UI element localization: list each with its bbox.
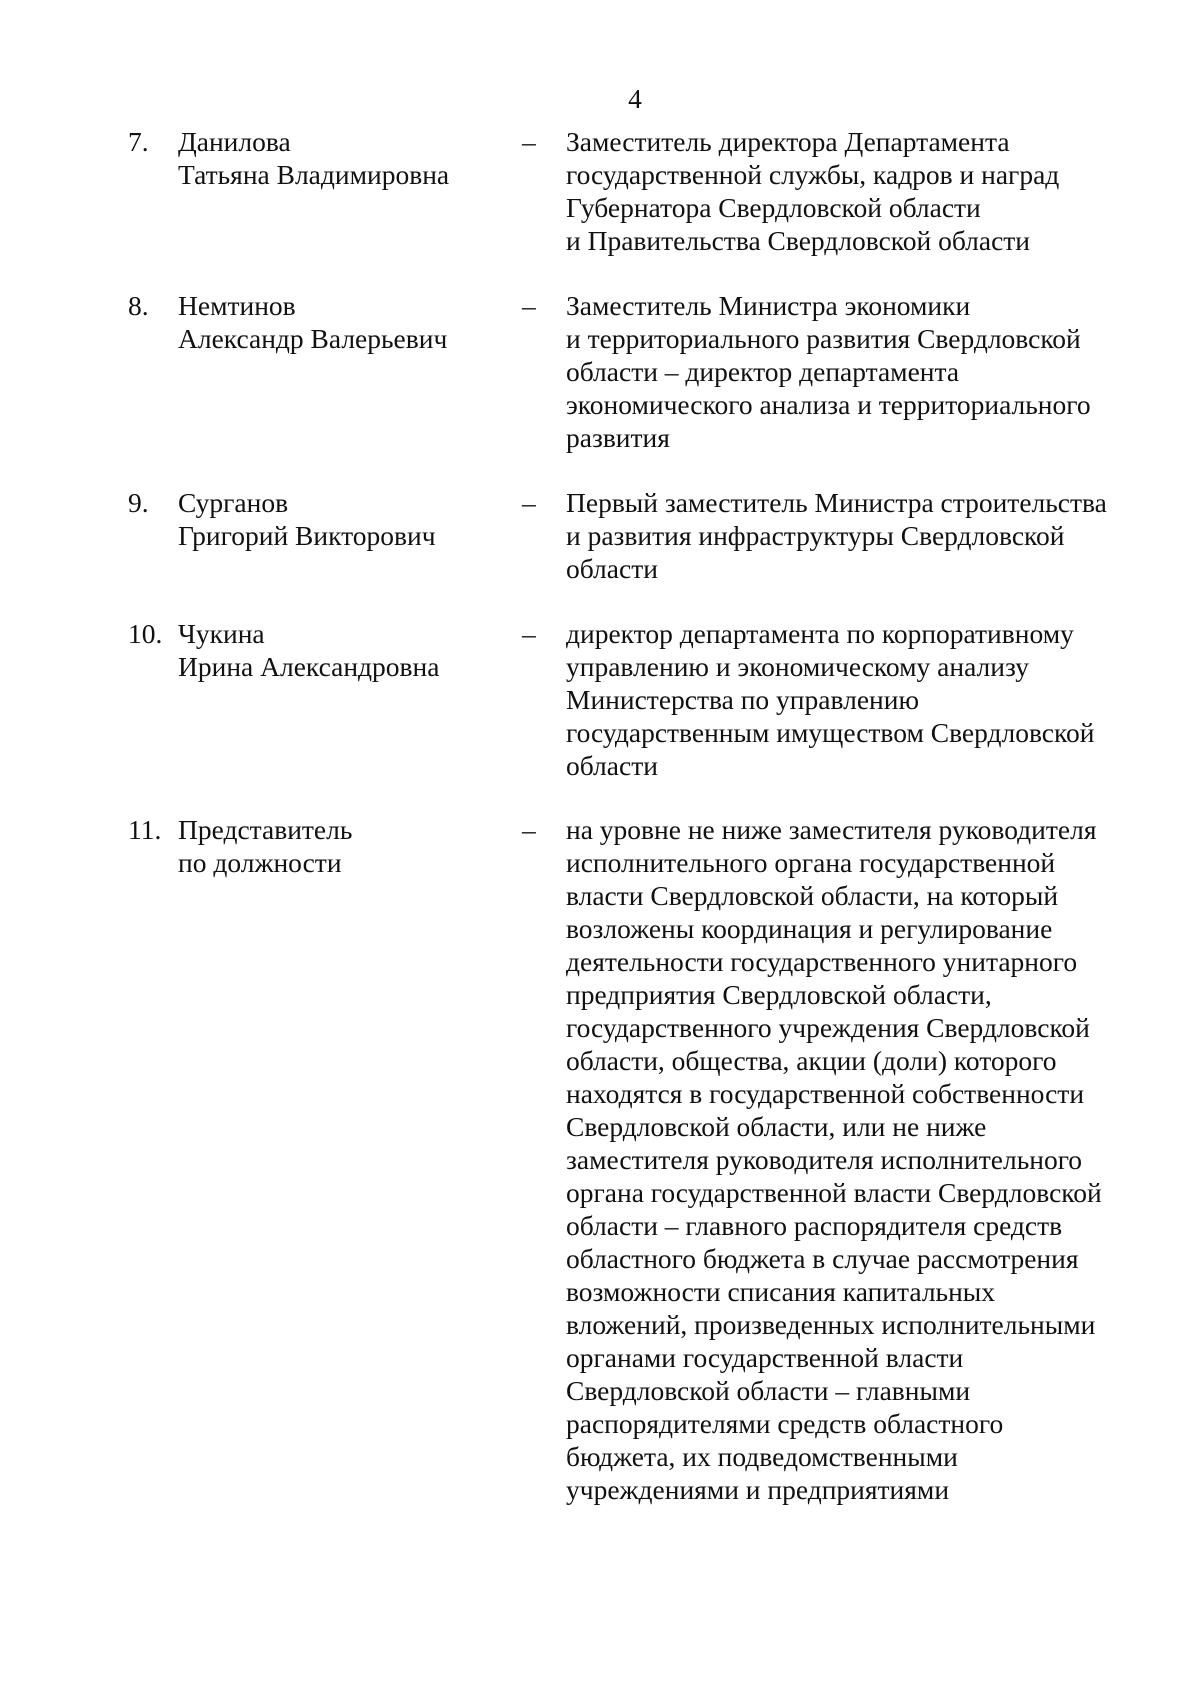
desc-line: области – директор департамента bbox=[566, 356, 960, 387]
desc-line: заместителя руководителя исполнительного bbox=[566, 1144, 1083, 1175]
desc-line: Губернатора Свердловской области bbox=[566, 192, 981, 223]
desc-line: вложений, произведенных исполнительными bbox=[566, 1309, 1096, 1340]
desc-line: Свердловской области, или не ниже bbox=[566, 1111, 987, 1142]
item-number: 9. bbox=[128, 487, 149, 518]
desc-line: Заместитель директора Департамента bbox=[566, 126, 1010, 157]
dash: – bbox=[522, 814, 536, 845]
person-name bbox=[178, 813, 518, 879]
desc-line: органа государственной власти Свердловской bbox=[566, 1177, 1102, 1208]
person-name bbox=[178, 617, 518, 683]
desc-line: Первый заместитель Министра строительства bbox=[566, 487, 1107, 518]
given-names: Ирина Александровна bbox=[178, 651, 440, 682]
item-number: 8. bbox=[128, 290, 149, 321]
desc-line: областного бюджета в случае рассмотрения bbox=[566, 1243, 1079, 1274]
given-names: Григорий Викторович bbox=[178, 520, 436, 551]
desc-line: власти Свердловской области, на который bbox=[566, 880, 1059, 911]
desc-line: бюджета, их подведомственными bbox=[566, 1441, 958, 1472]
surname: Чукина bbox=[178, 618, 265, 649]
person-name bbox=[178, 125, 518, 191]
desc-line: развития bbox=[566, 422, 670, 453]
desc-line: Министерства по управлению bbox=[566, 684, 920, 715]
desc-line: области, общества, акции (доли) которого bbox=[566, 1045, 1057, 1076]
desc-line: государственным имуществом Свердловской bbox=[566, 717, 1095, 748]
desc-line: государственной службы, кадров и наград bbox=[566, 159, 1060, 190]
surname: Сурганов bbox=[178, 487, 289, 518]
page-number: 4 bbox=[628, 83, 642, 114]
item-number: 7. bbox=[128, 126, 149, 157]
desc-line: на уровне не ниже заместителя руководителя bbox=[566, 814, 1097, 845]
desc-line: и территориального развития Свердловской bbox=[566, 323, 1081, 354]
desc-line: области bbox=[566, 553, 658, 584]
desc-line: управлению и экономическому анализу bbox=[566, 651, 1029, 682]
desc-line: органами государственной власти bbox=[566, 1342, 964, 1373]
person-name bbox=[178, 289, 518, 355]
desc-line: распорядителями средств областного bbox=[566, 1408, 1004, 1439]
surname: Немтинов bbox=[178, 290, 296, 321]
dash: – bbox=[522, 290, 536, 321]
item-number: 11. bbox=[128, 814, 162, 845]
desc-line: области bbox=[566, 750, 658, 781]
desc-line: области – главного распорядителя средств bbox=[566, 1210, 1063, 1241]
desc-line: экономического анализа и территориального bbox=[566, 389, 1091, 420]
dash: – bbox=[522, 126, 536, 157]
desc-line: государственного учреждения Свердловской bbox=[566, 1012, 1090, 1043]
desc-line: находятся в государственной собственности bbox=[566, 1078, 1085, 1109]
desc-line: деятельности государственного унитарного bbox=[566, 946, 1078, 977]
desc-line: возложены координация и регулирование bbox=[566, 913, 1053, 944]
desc-line: Свердловской области – главными bbox=[566, 1375, 971, 1406]
given-names: Александр Валерьевич bbox=[178, 323, 448, 354]
dash: – bbox=[522, 487, 536, 518]
desc-line: Заместитель Министра экономики bbox=[566, 290, 971, 321]
position-description bbox=[566, 617, 1166, 782]
desc-line: учреждениями и предприятиями bbox=[566, 1474, 950, 1505]
item-number: 10. bbox=[128, 618, 163, 649]
person-name bbox=[178, 486, 518, 552]
desc-line: и развития инфраструктуры Свердловской bbox=[566, 520, 1065, 551]
desc-line: предприятия Свердловской области, bbox=[566, 979, 992, 1010]
surname: Данилова bbox=[178, 126, 291, 157]
desc-line: директор департамента по корпоративному bbox=[566, 618, 1074, 649]
position-description bbox=[566, 125, 1166, 257]
desc-line: возможности списания капитальных bbox=[566, 1276, 996, 1307]
desc-line: и Правительства Свердловской области bbox=[566, 225, 1031, 256]
position-description bbox=[566, 486, 1166, 585]
given-names: по должности bbox=[178, 847, 342, 878]
position-description bbox=[566, 813, 1166, 1506]
given-names: Татьяна Владимировна bbox=[178, 159, 450, 190]
surname: Представитель bbox=[178, 814, 353, 845]
position-description bbox=[566, 289, 1166, 454]
desc-line: исполнительного органа государственной bbox=[566, 847, 1056, 878]
dash: – bbox=[522, 618, 536, 649]
